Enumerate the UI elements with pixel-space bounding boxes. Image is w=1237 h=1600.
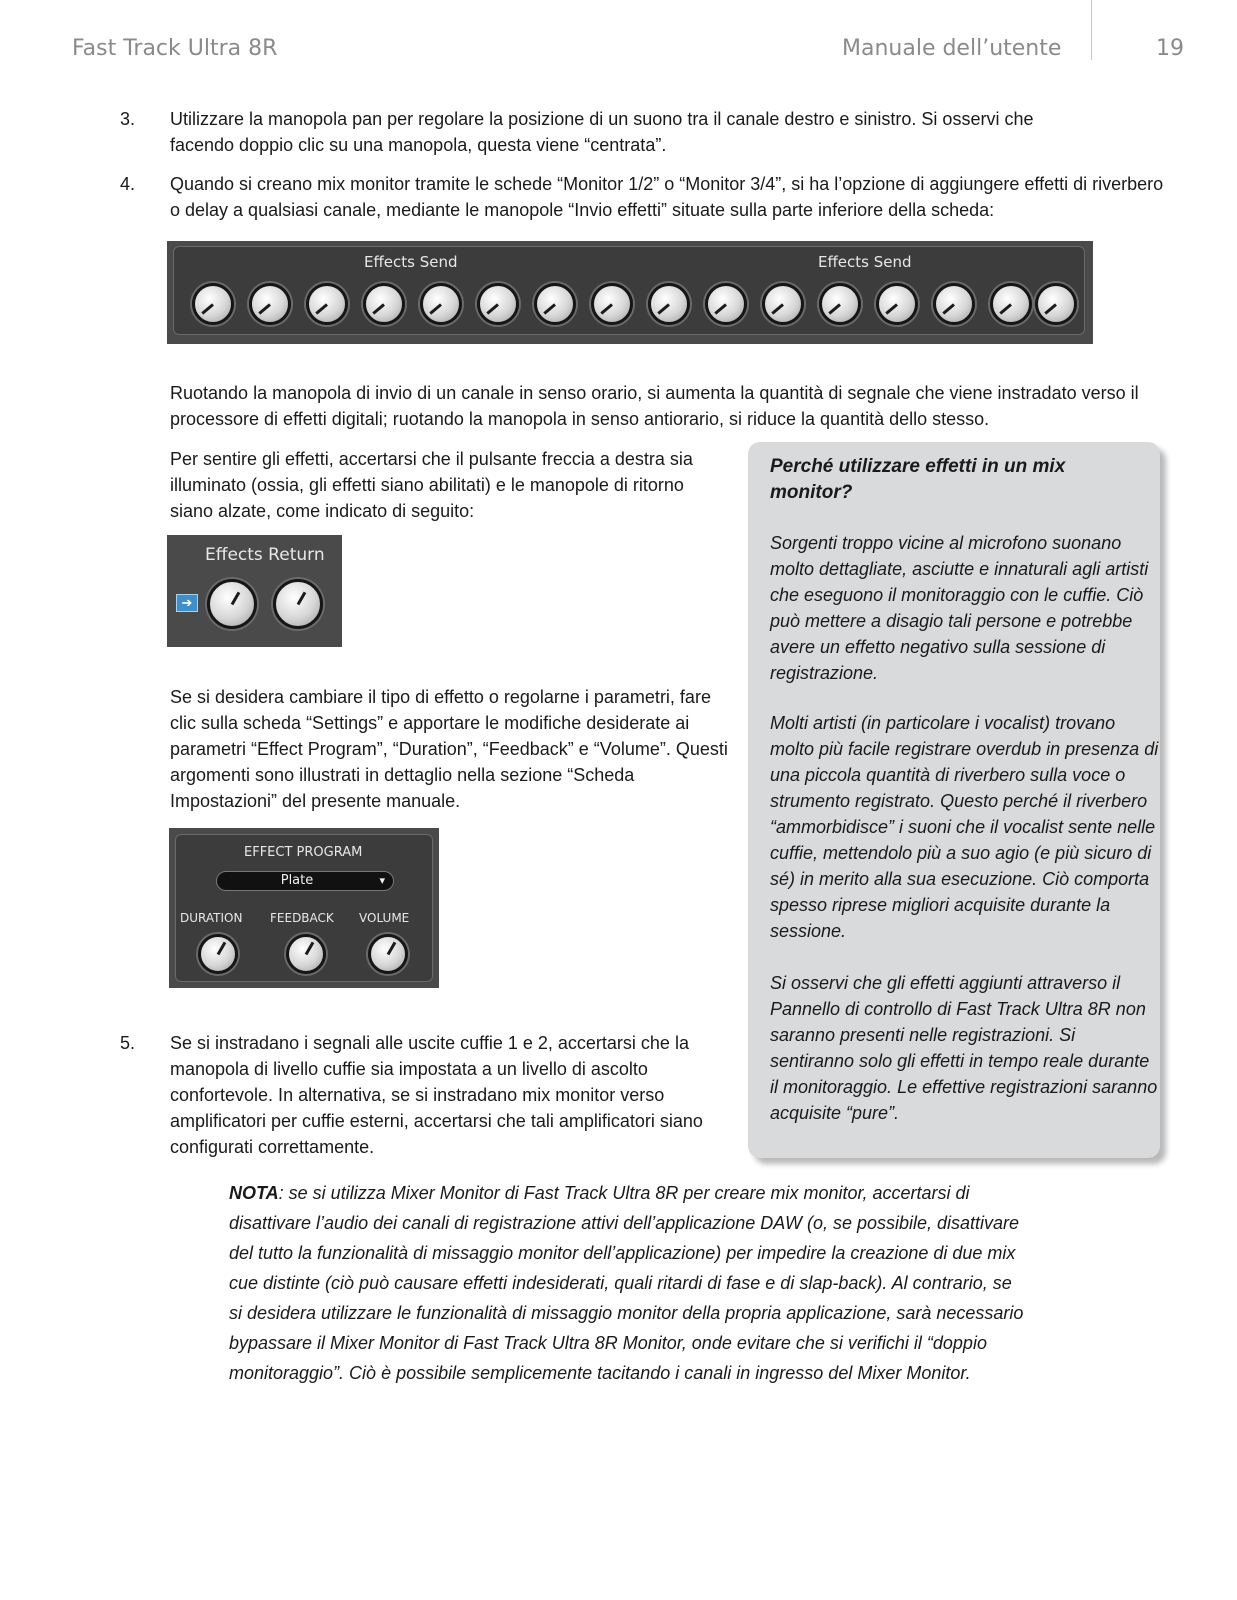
sidebar-title: Perché utilizzare effetti in un mix monitor? [770,456,1066,503]
effect-program-panel [169,828,439,988]
note-paragraph [229,1178,1029,1388]
step-3-number: 3. [120,109,136,129]
send-knob[interactable] [705,283,747,325]
send-knob[interactable] [363,283,405,325]
send-knob[interactable] [933,283,975,325]
page-number: 19 [1156,36,1184,61]
header-divider [1091,0,1092,60]
effects-enable-arrow-button[interactable]: ➔ [176,594,198,612]
duration-label: DURATION [180,911,243,925]
step-5-text: Se si instradano i segnali alle uscite cuffie 1 e 2, accertarsi che la manopola di livello cuffie sia impostata a un livello di ascolto confortevole. In alternativa, se si instradano mix monitor verso amplificatori per cuffie esterni, accertarsi che tali amplificatori siano configurati correttamente. [170,1033,703,1157]
send-knob[interactable] [1035,283,1077,325]
volume-knob[interactable] [368,934,408,974]
send-knob[interactable] [306,283,348,325]
effects-send-label-right: Effects Send [818,253,912,271]
duration-knob[interactable] [198,934,238,974]
send-knob[interactable] [420,283,462,325]
send-knob[interactable] [819,283,861,325]
sidebar-paragraph-1: Sorgenti troppo vicine al microfono suonano molto dettagliate, asciutte e innaturali agli artisti che eseguono il monitoraggio con le cuffie. Ciò può mettere a disagio tali persone e potrebbe avere un effetto negativo sulla sessione di registrazione. [770,533,1149,683]
feedback-label: FEEDBACK [270,911,334,925]
effect-program-inner [175,834,433,982]
send-knob[interactable] [876,283,918,325]
note-text: : se si utilizza Mixer Monitor di Fast Track Ultra 8R per creare mix monitor, accertarsi di disattivare l’audio dei canali di registrazione attivi dell’applicazione DAW (o, se possibile, disattivare del tutto la funzionalità di missaggio monitor dell’applicazione) per impedire la creazione di due mix cue distinte (ciò può causare effetti indesiderati, quali ritardi di fase e di slap-back). Al contrario, se si desidera utilizzare le funzionalità di missaggio monitor della propria applicazione, sarà necessario bypassare il Mixer Monitor di Fast Track Ultra 8R Monitor, onde evitare che si verifichi il “doppio monitoraggio”. Ciò è possibile semplicemente tacitando i canali in ingresso del Mixer Monitor. [229,1183,1024,1383]
effect-program-select[interactable] [216,871,394,891]
return-knob-left[interactable] [207,579,257,629]
return-knob-right[interactable] [273,579,323,629]
effect-program-value: Plate [280,873,314,888]
effects-send-label-left: Effects Send [364,253,458,271]
send-direction-paragraph: Ruotando la manopola di invio di un canale in senso orario, si aumenta la quantità di segnale che viene instradato verso il processore di effetti digitali; ruotando la manopola in senso antiorario, si riduce la quantità dello stesso. [170,383,1139,429]
send-knob[interactable] [249,283,291,325]
effects-send-panel [167,241,1093,344]
step-4-text: Quando si creano mix monitor tramite le schede “Monitor 1/2” o “Monitor 3/4”, si ha l’opzione di aggiungere effetti di riverbero o delay a qualsiasi canale, mediante le manopole “Invio effetti” situate sulla parte inferiore della scheda: [170,174,1164,220]
settings-intro-paragraph: Se si desidera cambiare il tipo di effetto o regolarne i parametri, fare clic sulla scheda “Settings” e apportare le modifiche desiderate ai parametri “Effect Program”, “Duration”, “Feedback” e “Volume”. Questi argomenti sono illustrati in dettaglio nella sezione “Scheda Impostazioni” del presente manuale. [170,687,728,811]
send-knob[interactable] [192,283,234,325]
send-knob[interactable] [648,283,690,325]
chevron-down-icon: ▾ [379,875,385,887]
header-product: Fast Track Ultra 8R [72,36,278,61]
send-knob[interactable] [477,283,519,325]
sidebar-paragraph-3: Si osservi che gli effetti aggiunti attraverso il Pannello di controllo di Fast Track Ultra 8R non saranno presenti nelle registrazioni. Si sentiranno solo gli effetti in tempo reale durante il monitoraggio. Le effettive registrazioni saranno acquisite “pure”. [770,973,1158,1123]
step-3-text: Utilizzare la manopola pan per regolare la posizione di un suono tra il canale destro e sinistro. Si osservi che facendo doppio clic su una manopola, questa viene “centrata”. [170,109,1034,155]
volume-label: VOLUME [359,911,410,925]
effects-return-label: Effects Return [205,545,325,565]
step-5-number: 5. [120,1033,136,1053]
effects-send-inner [173,246,1085,335]
send-knob[interactable] [591,283,633,325]
send-knob[interactable] [762,283,804,325]
sidebar-paragraph-2: Molti artisti (in particolare i vocalist) trovano molto più facile registrare overdub in presenza di una piccola quantità di riverbero sulla voce o strumento registrato. Questo perché il riverbero “ammorbidisce” i suoni che il vocalist sente nelle cuffie, mettendolo più a suo agio (e più sicuro di sé) in merito alla sua esecuzione. Ciò comporta spesso riprese migliori acquisite durante la sessione. [770,713,1159,941]
step-4-number: 4. [120,174,136,194]
return-intro-paragraph: Per sentire gli effetti, accertarsi che il pulsante freccia a destra sia illuminato (ossia, gli effetti siano abilitati) e le manopole di ritorno siano alzate, come indicato di seguito: [170,449,693,521]
feedback-knob[interactable] [286,934,326,974]
header-manual-title: Manuale dell’utente [842,36,1062,61]
send-knob[interactable] [534,283,576,325]
note-label: NOTA [229,1183,279,1203]
effect-program-label: EFFECT PROGRAM [244,845,363,860]
send-knob[interactable] [990,283,1032,325]
effects-return-panel [167,535,342,647]
sidebar-box [748,442,1160,1158]
